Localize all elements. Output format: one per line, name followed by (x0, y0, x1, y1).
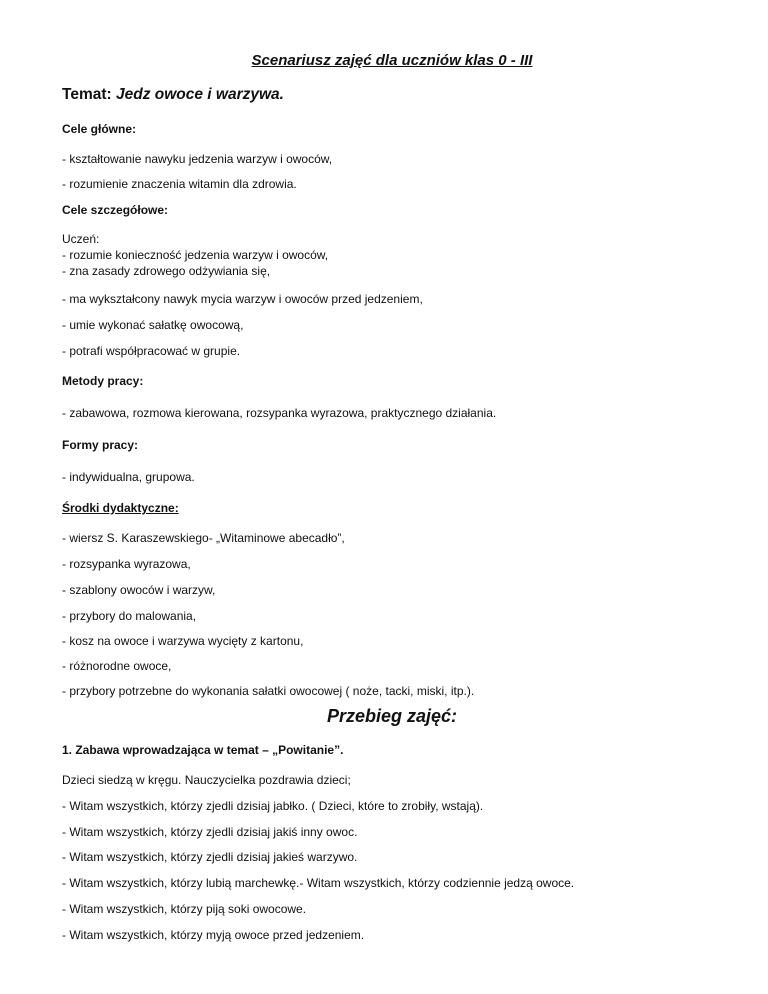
detailed-goal-item: - potrafi współpracować w grupie. (62, 344, 241, 358)
step-1-line: - Witam wszystkich, którzy piją soki owocowe. (62, 902, 307, 916)
didactic-aid-item: - różnorodne owoce, (62, 659, 172, 673)
didactic-aids-heading: Środki dydaktyczne: (62, 501, 179, 515)
topic-value: Jedz owoce i warzywa. (115, 86, 284, 103)
forms-heading: Formy pracy: (62, 438, 139, 452)
lesson-course-heading: Przebieg zajęć: (326, 706, 458, 726)
main-goal-item: - kształtowanie nawyku jedzenia warzyw i owoców, (62, 152, 333, 166)
detailed-goal-item: - zna zasady zdrowego odżywiania się, (62, 264, 271, 278)
didactic-aid-item: - przybory potrzebne do wykonania sałatki owocowej ( noże, tacki, miski, itp.). (62, 684, 475, 698)
main-goal-item: - rozumienie znaczenia witamin dla zdrowia. (62, 177, 297, 191)
forms-item: - indywidualna, grupowa. (62, 470, 195, 484)
detailed-goal-item: Uczeń: (62, 232, 100, 246)
topic-line (62, 86, 284, 104)
methods-item: - zabawowa, rozmowa kierowana, rozsypanka wyrazowa, praktycznego działania. (62, 406, 497, 420)
main-goals-heading: Cele główne: (62, 122, 137, 136)
document-title: Scenariusz zajęć dla uczniów klas 0 - III (251, 52, 533, 69)
step-1-line: - Witam wszystkich, którzy myją owoce przed jedzeniem. (62, 928, 365, 942)
step-1-line: - Witam wszystkich, którzy lubią marchewkę.- Witam wszystkich, którzy codziennie jedzą owoce. (62, 876, 575, 890)
step-1-line: - Witam wszystkich, którzy zjedli dzisiaj jabłko. ( Dzieci, które to zrobiły, wstają). (62, 799, 484, 813)
detailed-goal-item: - ma wykształcony nawyk mycia warzyw i owoców przed jedzeniem, (62, 292, 423, 306)
didactic-aid-item: - rozsypanka wyrazowa, (62, 557, 191, 571)
detailed-goals-heading: Cele szczegółowe: (62, 203, 169, 217)
didactic-aid-item: - szablony owoców i warzyw, (62, 583, 216, 597)
step-1-line: - Witam wszystkich, którzy zjedli dzisiaj jakiś inny owoc. (62, 825, 358, 839)
didactic-aid-item: - wiersz S. Karaszewskiego- „Witaminowe abecadło”, (62, 531, 345, 545)
topic-label: Temat: (62, 86, 112, 103)
step-1-line: Dzieci siedzą w kręgu. Nauczycielka pozdrawia dzieci; (62, 773, 351, 787)
didactic-aid-item: - przybory do malowania, (62, 609, 197, 623)
step-1-heading: 1. Zabawa wprowadzająca w temat – „Powitanie”. (62, 743, 344, 757)
didactic-aid-item: - kosz na owoce i warzywa wycięty z kartonu, (62, 634, 304, 648)
methods-heading: Metody pracy: (62, 374, 144, 388)
detailed-goal-item: - rozumie konieczność jedzenia warzyw i owoców, (62, 248, 329, 262)
step-1-line: - Witam wszystkich, którzy zjedli dzisiaj jakieś warzywo. (62, 850, 358, 864)
detailed-goal-item: - umie wykonać sałatkę owocową, (62, 318, 244, 332)
